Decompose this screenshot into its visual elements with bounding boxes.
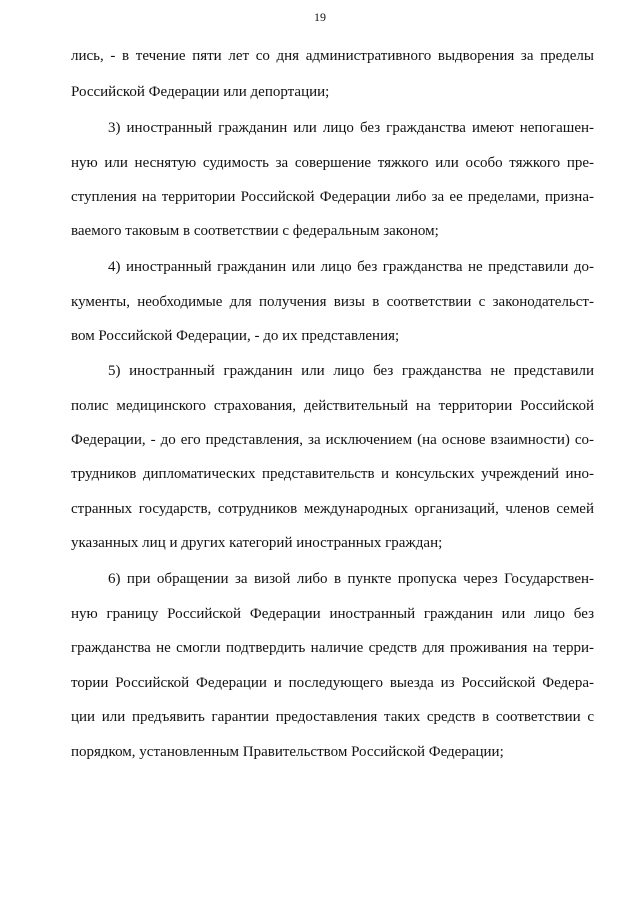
- paragraph-line: вом Российской Федерации, - до их представления;: [71, 328, 400, 344]
- paragraph-line: кументы, необходимые для получения визы в соответствии с законодательст-: [71, 294, 594, 310]
- paragraph-line: ции или предъявить гарантии предоставления таких средств в соответствии с: [71, 709, 594, 725]
- paragraph-line: ваемого таковым в соответствии с федеральным законом;: [71, 223, 439, 239]
- paragraph-line: тории Российской Федерации и последующего выезда из Российской Федера-: [71, 675, 594, 691]
- paragraph-line: Российской Федерации или депортации;: [71, 84, 330, 100]
- paragraph-line: полис медицинского страхования, действительный на территории Российской: [71, 398, 594, 414]
- paragraph-line: гражданства не смогли подтвердить наличие средств для проживания на терри-: [71, 640, 594, 656]
- paragraph-line: 5) иностранный гражданин или лицо без гражданства не представили: [108, 363, 594, 379]
- paragraph-line: ную или неснятую судимость за совершение тяжкого или особо тяжкого пре-: [71, 155, 594, 171]
- paragraph-line: 3) иностранный гражданин или лицо без гражданства имеют непогашен-: [108, 120, 594, 136]
- paragraph-line: Федерации, - до его представления, за исключением (на основе взаимности) со-: [71, 432, 594, 448]
- paragraph-line: ную границу Российской Федерации иностранный гражданин или лицо без: [71, 606, 594, 622]
- page-number: 19: [314, 10, 326, 24]
- paragraph-line: ступления на территории Российской Федерации либо за ее пределами, призна-: [71, 189, 594, 205]
- paragraph-line: 4) иностранный гражданин или лицо без гражданства не представили до-: [108, 259, 594, 275]
- paragraph-line: трудников дипломатических представительств и консульских учреждений ино-: [71, 466, 594, 482]
- paragraph-line: 6) при обращении за визой либо в пункте пропуска через Государствен-: [108, 571, 594, 587]
- paragraph-line: лись, - в течение пяти лет со дня административного выдворения за пределы: [71, 48, 594, 64]
- paragraph-line: странных государств, сотрудников международных организаций, членов семей: [71, 501, 594, 517]
- paragraph-line: указанных лиц и других категорий иностранных граждан;: [71, 535, 443, 551]
- paragraph-line: порядком, установленным Правительством Российской Федерации;: [71, 744, 504, 760]
